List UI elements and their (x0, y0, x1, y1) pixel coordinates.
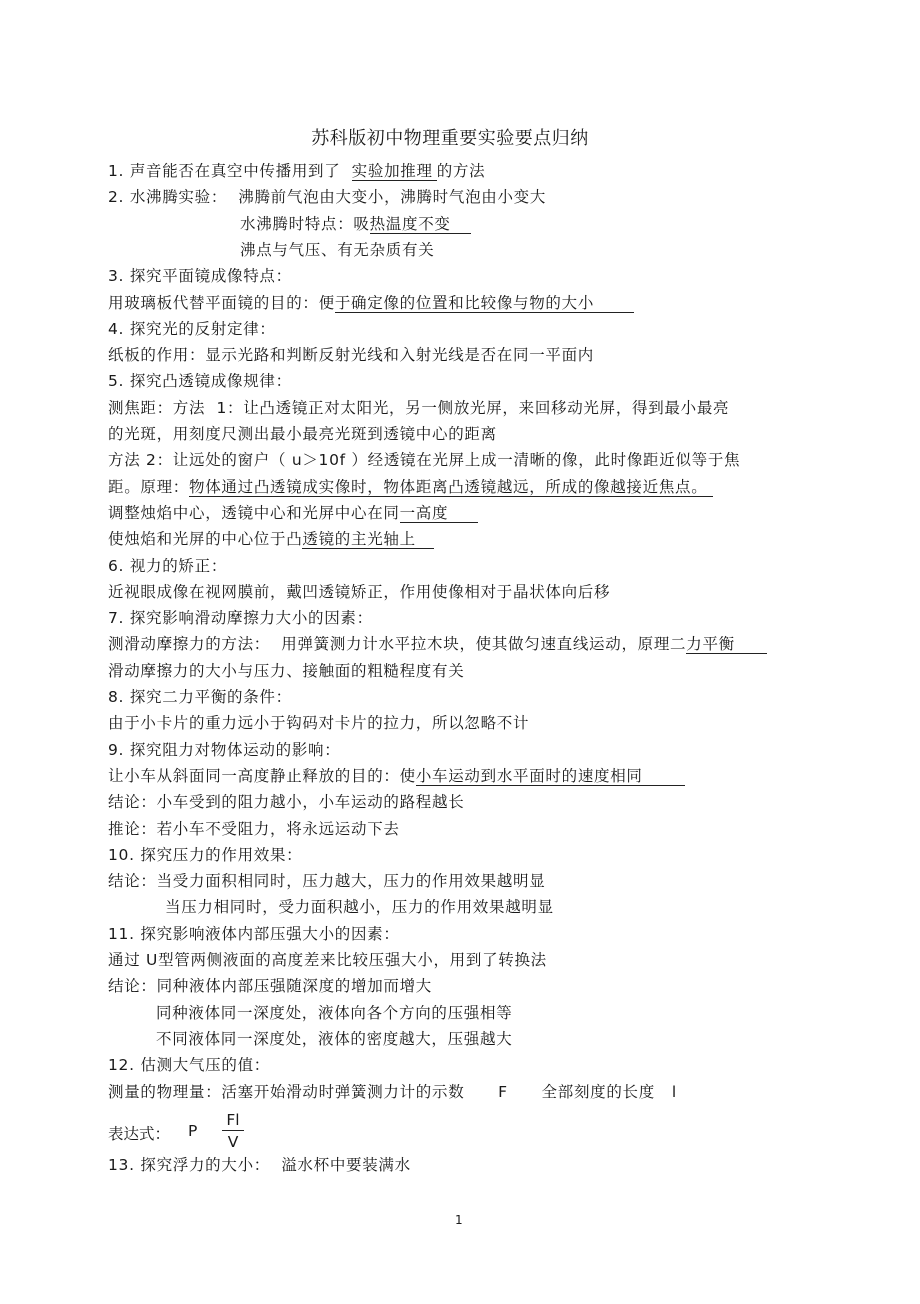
text-line (108, 713, 529, 733)
line-text: 滑动摩擦力的大小与压力、接触面的粗糙程度有关 (108, 661, 465, 680)
underlined-answer: 热温度不变 (370, 215, 471, 234)
document-title: 苏科版初中物理重要实验要点归纳 (311, 128, 589, 149)
line-text: 距。原理： (108, 477, 190, 496)
line-text: 结论：当受力面积相同时，压力越大，压力的作用效果越明显 (108, 872, 546, 891)
line-text: 结论：同种液体内部压强随深度的增加而增大 (108, 977, 433, 996)
line-text: 当压力相同时，受力面积越小，压力的作用效果越明显 (165, 898, 554, 917)
formula-label: 表达式： (108, 1125, 171, 1143)
underlined-answer: 小车运动到水平面时的速度相同 (416, 767, 685, 786)
line-text-suffix: 的方法 (436, 162, 486, 180)
line-text: 测量的物理量：活塞开始滑动时弹簧测力计的示数 F 全部刻度的长度 l (108, 1082, 677, 1101)
text-line (156, 1029, 512, 1049)
line-text: 7. 探究影响滑动摩擦力大小的因素： (108, 609, 373, 628)
underlined-answer: 物体通过凸透镜成实像时，物体距离凸透镜越远，所成的像越接近焦点。 (189, 478, 713, 497)
line-text: 2. 水沸腾实验： 沸腾前气泡由大变小，沸腾时气泡由小变大 (108, 188, 547, 207)
line-text: 测滑动摩擦力的方法： 用弹簧测力计水平拉木块，使其做匀速直线运动，原理二 (108, 635, 687, 654)
formula-fraction (222, 1110, 244, 1153)
line-text: 8. 探究二力平衡的条件： (108, 688, 292, 706)
text-line (108, 740, 340, 760)
text-line (108, 845, 302, 865)
text-line (156, 1003, 512, 1023)
text-line (108, 477, 713, 497)
line-text: 水沸腾时特点：吸 (240, 214, 370, 233)
line-text: 推论：若小车不受阻力，将永远运动下去 (108, 819, 400, 838)
text-line (108, 319, 276, 339)
underlined-answer: 一高度 (400, 504, 479, 523)
page-number: 1 (455, 1213, 463, 1227)
line-text: 5. 探究凸透镜成像规律： (108, 372, 292, 391)
line-text: 测焦距：方法 1：让凸透镜正对太阳光，另一侧放光屏，来回移动光屏，得到最小最亮 (108, 398, 730, 417)
line-text: 用玻璃板代替平面镜的目的：便 (108, 293, 335, 312)
text-line (108, 293, 634, 313)
text-line (165, 897, 554, 917)
line-text: 由于小卡片的重力远小于钩码对卡片的拉力，所以忽略不计 (108, 714, 530, 733)
line-text: 沸点与气压、有无杂质有关 (240, 240, 435, 259)
line-text: 1. 声音能否在真空中传播用到了 (108, 162, 352, 180)
text-line (108, 187, 546, 207)
text-line (108, 871, 545, 891)
line-text: 的光斑，用刻度尺测出最小最亮光斑到透镜中心的距离 (108, 425, 497, 443)
text-line (108, 976, 432, 996)
text-line (108, 345, 594, 365)
text-line (240, 240, 434, 260)
line-text: 9. 探究阻力对物体运动的影响： (108, 740, 341, 759)
underlined-answer: 实验加推理 (352, 162, 437, 181)
text-line (108, 424, 497, 444)
line-text: 6. 视力的矫正： (108, 556, 228, 575)
text-line (108, 792, 464, 812)
line-text: 11. 探究影响液体内部压强大小的因素： (108, 924, 400, 943)
line-text: 调整烛焰中心，透镜中心和光屏中心在同 (108, 503, 400, 522)
text-line (240, 214, 471, 234)
line-text: 12. 估测大气压的值： (108, 1056, 270, 1075)
text-line (108, 1055, 270, 1075)
line-text: 通过 U型管两侧液面的高度差来比较压强大小，用到了转换法 (108, 951, 547, 969)
text-line (108, 687, 292, 707)
text-line (108, 398, 729, 418)
text-line (108, 450, 740, 470)
text-line (108, 266, 292, 286)
text-line (108, 634, 767, 654)
text-line (108, 924, 400, 944)
formula-denominator: V (227, 1133, 239, 1151)
line-text: 方法 2：让远处的窗户（ u＞10f ）经透镜在光屏上成一清晰的像，此时像距近似等于焦 (108, 451, 741, 470)
text-line (108, 661, 464, 681)
formula-lhs: P (188, 1122, 198, 1140)
text-line (108, 582, 610, 602)
line-text: 4. 探究光的反射定律： (108, 319, 276, 338)
text-line (108, 950, 547, 970)
text-line (108, 1082, 677, 1102)
text-line (108, 608, 373, 628)
line-text: 结论：小车受到的阻力越小，小车运动的路程越长 (108, 793, 465, 812)
underlined-answer: 于确定像的位置和比较像与物的大小 (335, 294, 634, 313)
line-text: 让小车从斜面同一高度静止释放的目的：使 (108, 766, 416, 785)
formula-numerator: Fl (222, 1110, 244, 1131)
text-line (108, 529, 434, 549)
line-text: 不同液体同一深度处，液体的密度越大，压强越大 (156, 1029, 513, 1048)
underlined-answer: 力平衡 (686, 635, 767, 654)
text-line (108, 371, 292, 391)
line-text: 使烛焰和光屏的中心位于凸 (108, 530, 303, 549)
text-line (108, 556, 227, 576)
text-line (108, 766, 685, 786)
text-line (108, 819, 400, 839)
line-text: 同种液体同一深度处，液体向各个方向的压强相等 (156, 1003, 513, 1022)
line-text: 10. 探究压力的作用效果： (108, 845, 303, 864)
line-text: 纸板的作用：显示光路和判断反射光线和入射光线是否在同一平面内 (108, 346, 595, 365)
text-line-13: 13. 探究浮力的大小： 溢水杯中要装满水 (108, 1156, 411, 1174)
underlined-answer: 透镜的主光轴上 (302, 530, 433, 549)
text-line (108, 161, 485, 181)
text-line (108, 503, 478, 523)
line-text: 近视眼成像在视网膜前，戴凹透镜矫正，作用使像相对于晶状体向后移 (108, 582, 611, 601)
line-text: 3. 探究平面镜成像特点： (108, 267, 292, 286)
